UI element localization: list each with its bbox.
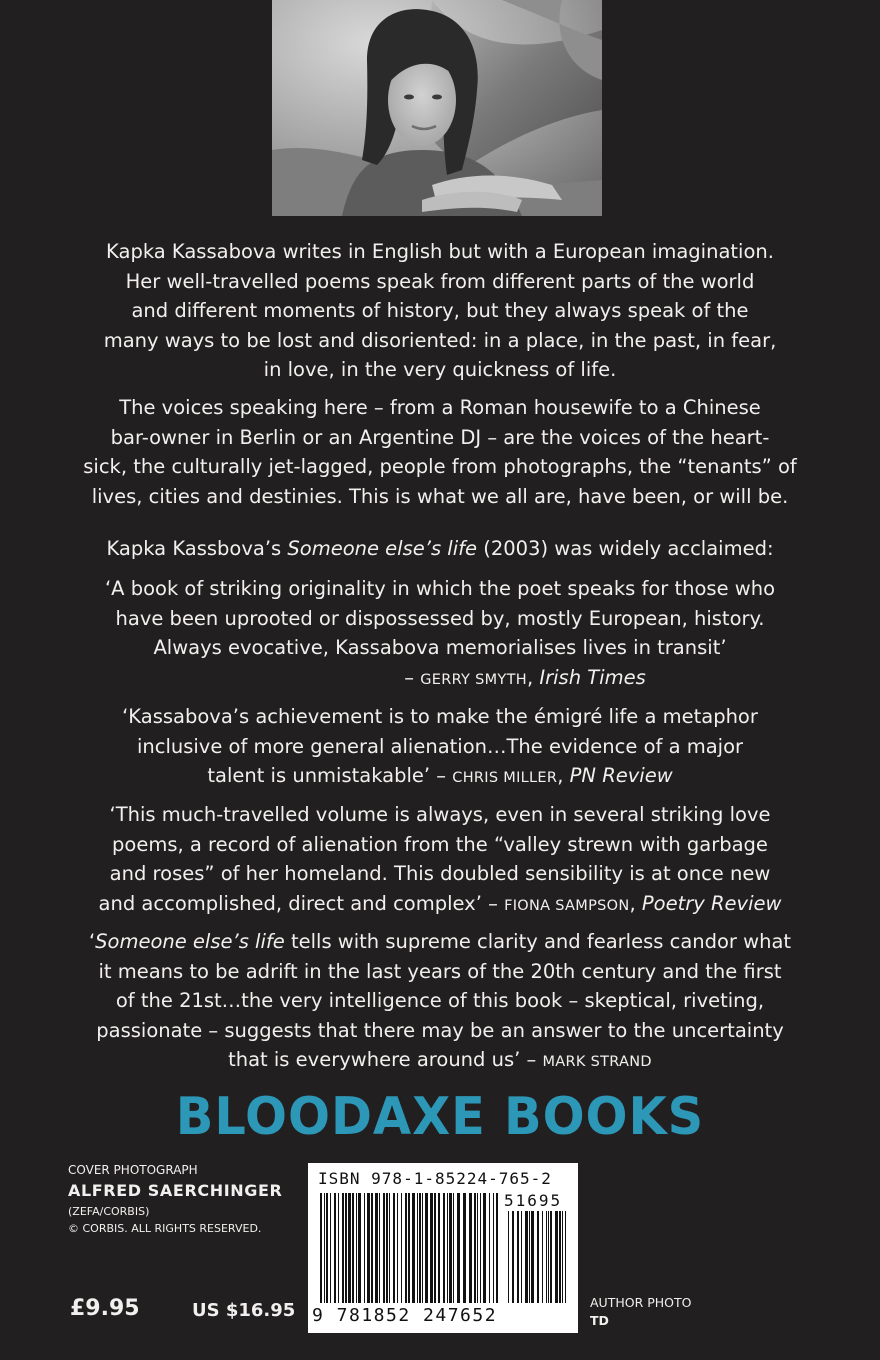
publication-name: PN Review [569, 764, 673, 787]
quote-attribution [234, 666, 645, 689]
price-us: US $16.95 [192, 1300, 296, 1321]
blurb-line: and different moments of history, but they always speak of the [131, 299, 749, 322]
barcode-bar [371, 1193, 373, 1303]
addon-bar [559, 1211, 561, 1303]
blurb-line: Her well-travelled poems speak from different parts of the world [125, 269, 755, 293]
quote-line: that is everywhere around us’ – [228, 1048, 543, 1071]
attribution-separator: , [629, 891, 642, 915]
author-photo-initials: TD [590, 1313, 609, 1328]
quote-line: and roses” of her homeland. This doubled sensibility is at once new [109, 862, 771, 885]
quote-open: ‘ [88, 930, 96, 953]
price-gbp: £9.95 [70, 1296, 140, 1321]
barcode-bar [480, 1193, 481, 1303]
barcode-bar [358, 1193, 361, 1303]
addon-bar [521, 1211, 522, 1303]
author-photo-label: AUTHOR PHOTO [590, 1295, 692, 1310]
blurb-line: Kapka Kassabova writes in English but with a European imagination. [106, 240, 774, 263]
barcode-bar [330, 1193, 331, 1303]
barcode-bar [345, 1193, 347, 1303]
addon-bar [508, 1211, 509, 1303]
barcode-bar [326, 1193, 328, 1303]
barcode-bars [318, 1193, 570, 1305]
barcode-bar [477, 1193, 478, 1303]
barcode-bar [379, 1193, 380, 1303]
quote-line: poems, a record of alienation from the “valley strewn with garbage [112, 832, 768, 856]
credit-rights: © CORBIS. ALL RIGHTS RESERVED. [68, 1222, 262, 1235]
blurb-line: lives, cities and destinies. This is what we all are, have been, or will be. [91, 484, 789, 508]
review-quote-2 [60, 702, 820, 794]
barcode-bar [430, 1193, 433, 1303]
blurb-line: in love, in the very quickness of life. [263, 358, 617, 381]
addon-bar [537, 1211, 539, 1303]
barcode-bar [393, 1193, 395, 1303]
review-quote-3 [60, 800, 820, 921]
barcode-bar [422, 1193, 423, 1303]
barcode-bar [412, 1193, 415, 1303]
addon-bar [555, 1211, 558, 1303]
quote-line: tells with supreme clarity and fearless candor what [284, 930, 792, 953]
barcode-bar [443, 1193, 445, 1303]
barcode-bar [338, 1193, 339, 1303]
barcode-bar [356, 1193, 357, 1303]
attribution-separator: , [557, 764, 570, 787]
author-photo [272, 0, 602, 216]
barcode-bar [438, 1193, 440, 1303]
ean-number: 9 781852 247652 [312, 1305, 498, 1326]
barcode-bar [324, 1193, 325, 1303]
quote-line: and accomplished, direct and complex’ – [98, 891, 505, 915]
book-title: Someone else’s life [287, 537, 478, 560]
photographer-name: ALFRED SAERCHINGER [68, 1181, 283, 1200]
blurb-line: many ways to be lost and disoriented: in a place, in the past, in fear, [103, 328, 777, 352]
barcode-bar [469, 1193, 472, 1303]
blurb-line: The voices speaking here – from a Roman housewife to a Chinese [119, 396, 761, 419]
credit-label: COVER PHOTOGRAPH [68, 1163, 198, 1177]
barcode-bar [425, 1193, 428, 1303]
quote-line: talent is unmistakable’ – [207, 764, 453, 787]
publication-name: Irish Times [539, 665, 646, 689]
barcode-bar [364, 1193, 365, 1303]
addon-bar [529, 1211, 530, 1303]
barcode-bar [434, 1193, 436, 1303]
barcode-bar [386, 1193, 388, 1303]
critic-name: FIONA SAMPSON [504, 897, 630, 914]
barcode-bar [342, 1193, 344, 1303]
addon-bar [542, 1211, 543, 1303]
addon-bar [546, 1211, 547, 1303]
barcode-bar [389, 1193, 390, 1303]
critic-name: GERRY SMYTH [420, 671, 527, 688]
blurb-paragraph-1 [60, 237, 820, 385]
quote-line: have been uprooted or dispossessed by, mostly European, history. [115, 606, 765, 630]
barcode-bar [457, 1193, 460, 1303]
barcode-bar [405, 1193, 407, 1303]
quote-line: passionate – suggests that there may be an answer to the uncertainty [96, 1018, 784, 1042]
addon-bar [517, 1211, 519, 1303]
acclaim-intro-text: Kapka Kassbova’s [106, 537, 288, 560]
quote-line: it means to be adrift in the last years of the 20th century and the first [98, 959, 782, 983]
publisher-logo: BLOODAXE BOOKS [175, 1087, 705, 1147]
barcode-bar [419, 1193, 421, 1303]
barcode-bar [348, 1193, 351, 1303]
barcode-bar [493, 1193, 494, 1303]
addon-bar [562, 1211, 563, 1303]
addon-bar [531, 1211, 534, 1303]
addon-bar [565, 1211, 566, 1303]
barcode-bar [453, 1193, 454, 1303]
addon-bar [525, 1211, 528, 1303]
review-quote-1 [60, 574, 820, 695]
critic-name: MARK STRAND [542, 1054, 652, 1070]
isbn-number: ISBN 978-1-85224-765-2 [318, 1169, 552, 1188]
blurb-line: sick, the culturally jet-lagged, people from photographs, the “tenants” of [83, 455, 797, 478]
review-quote-4 [60, 927, 820, 1078]
credit-agency: (ZEFA/CORBIS) [68, 1205, 150, 1218]
isbn-barcode [308, 1163, 578, 1333]
barcode-bar [449, 1193, 452, 1303]
barcode-bar [334, 1193, 336, 1303]
cover-photo-credit [68, 1162, 282, 1237]
barcode-bar [463, 1193, 466, 1303]
blurb-paragraph-2 [60, 393, 820, 511]
addon-bar [512, 1211, 514, 1303]
barcode-bar [489, 1193, 490, 1303]
author-portrait-image [272, 0, 602, 216]
barcode-bar [408, 1193, 410, 1303]
barcode-bar [483, 1193, 486, 1303]
quote-line: inclusive of more general alienation…The evidence of a major [136, 734, 744, 758]
critic-name: CHRIS MILLER [452, 770, 558, 786]
quote-line: ‘Kassabova’s achievement is to make the émigré life a metaphor [122, 705, 758, 728]
barcode-bar [383, 1193, 385, 1303]
barcode-bar [320, 1193, 322, 1303]
blurb-line: bar-owner in Berlin or an Argentine DJ – are the voices of the heart- [110, 425, 770, 449]
author-photo-credit [590, 1294, 691, 1330]
quote-line: ‘This much-travelled volume is always, even in several striking love [109, 803, 771, 826]
quote-line: Always evocative, Kassabova memorialises lives in transit’ [153, 636, 727, 659]
barcode-bar [496, 1193, 498, 1303]
quote-line: ‘A book of striking originality in which the poet speaks for those who [104, 577, 776, 600]
quote-line: of the 21st…the very intelligence of this book – skeptical, riveting, [115, 989, 765, 1012]
book-title: Someone else’s life [95, 930, 285, 953]
addon-bar [548, 1211, 549, 1303]
barcode-bar [401, 1193, 402, 1303]
addon-bar [550, 1211, 552, 1303]
price-addon-code: 51695 [504, 1191, 563, 1210]
acclaim-intro-text: (2003) was widely acclaimed: [477, 537, 774, 560]
acclaim-intro [60, 534, 820, 564]
barcode-bar [352, 1193, 354, 1303]
barcode-bar [417, 1193, 418, 1303]
barcode-bar [397, 1193, 398, 1303]
barcode-bar [474, 1193, 476, 1303]
attribution-separator: , [526, 665, 540, 689]
publication-name: Poetry Review [641, 891, 782, 915]
attribution-dash: – [404, 665, 421, 689]
barcode-bar [367, 1193, 370, 1303]
barcode-bar [447, 1193, 448, 1303]
barcode-bar [375, 1193, 378, 1303]
